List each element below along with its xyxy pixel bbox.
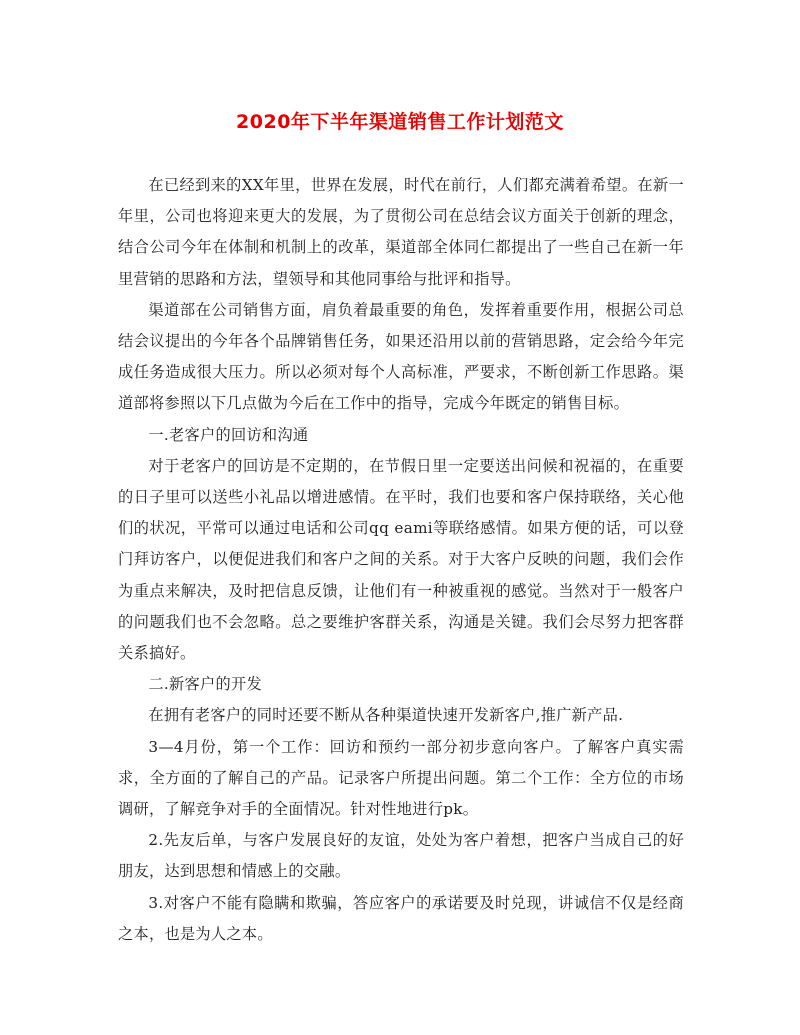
paragraph-role: 渠道部在公司销售方面，肩负着最重要的角色，发挥着重要作用，根据公司总结会议提出的今年各个品牌销售任务，如果还沿用以前的营销思路，定会给今年完成任务造成很大压力。所以必须对每个人高标准，严要求，不断创新工作思路。渠道部将参照以下几点做为今后在工作中的指导，完成今年既定的销售目标。 xyxy=(118,300,684,413)
paragraph-new-clients: 在拥有老客户的同时还要不断从各种渠道快速开发新客户,推广新产品. xyxy=(148,706,624,725)
paragraph-item-2: 2.先友后单，与客户发展良好的友谊，处处为客户着想，把客户当成自己的好朋友，达到思想和情感上的交融。 xyxy=(118,831,684,881)
paragraph-march-april: 3—4月份，第一个工作：回访和预约一部分初步意向客户。了解客户真实需求，全方面的了解自己的产品。记录客户所提出问题。第二个工作：全方位的市场调研，了解竞争对手的全面情况。针对性地进行pk。 xyxy=(118,737,684,819)
section-heading-old-clients: 一.老客户的回访和沟通 xyxy=(148,425,309,444)
paragraph-intro: 在已经到来的XX年里，世界在发展，时代在前行，人们都充满着希望。在新一年里，公司也将迎来更大的发展，为了贯彻公司在总结会议方面关于创新的理念，结合公司今年在体制和机制上的改革，渠道部全体同仁都提出了一些自己在新一年里营销的思路和方法，望领导和其他同事给与批评和指导。 xyxy=(118,176,684,288)
paragraph-old-clients: 对于老客户的回访是不定期的，在节假日里一定要送出问候和祝福的，在重要的日子里可以送些小礼品以增进感情。在平时，我们也要和客户保持联络，关心他们的状况，平常可以通过电话和公司qq eami等联络感情。如果方便的话，可以登门拜访客户，以便促进我们和客户之间的关系。对于大客户反映的问题，我们会作为重点来解决，及时把信息反馈，让他们有一种被重视的感觉。当然对于一般客户的问题我们也不会忽略。总之要维护客群关系，沟通是关键。我们会尽努力把客群关系搞好。 xyxy=(118,456,684,663)
section-heading-new-clients: 二.新客户的开发 xyxy=(148,675,262,694)
paragraph-item-3: 3.对客户不能有隐瞒和欺骗，答应客户的承诺要及时兑现，讲诚信不仅是经商之本，也是为人之本。 xyxy=(118,893,684,943)
document-title: 2020年下半年渠道销售工作计划范文 xyxy=(236,111,564,133)
document-body xyxy=(118,170,684,950)
